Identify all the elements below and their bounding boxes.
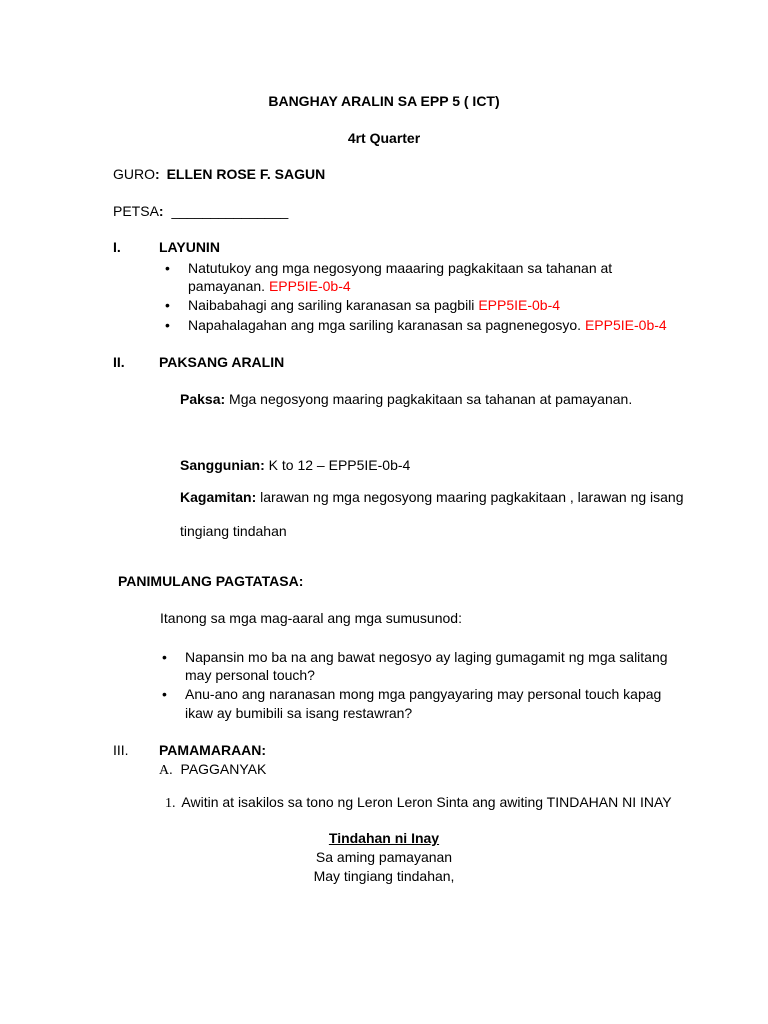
objective-2-text: Naibabahagi ang sariling karanasan sa pagbili bbox=[188, 297, 475, 313]
paksa-row bbox=[180, 390, 632, 408]
section2-heading: PAKSANG ARALIN bbox=[159, 354, 285, 370]
bullet-icon: • bbox=[162, 686, 167, 702]
bullet-icon: • bbox=[162, 649, 167, 665]
section3-heading: PAMAMARAAN: bbox=[159, 742, 267, 758]
date-row bbox=[113, 202, 288, 220]
bullet-icon: • bbox=[165, 297, 170, 313]
section2-numeral: II. bbox=[113, 354, 125, 370]
bullet-icon: • bbox=[165, 317, 170, 333]
objective-3-text: Napahalagahan ang mga sariling karanasan sa pagnenegosyo. bbox=[188, 317, 582, 333]
objective-1-text: pamayanan. bbox=[188, 278, 266, 294]
question-2-line1: Anu-ano ang naranasan mong mga pangyayaring may personal touch kapag bbox=[185, 686, 662, 702]
date-blank: _______________ bbox=[171, 203, 289, 219]
objective-1-line1: Natutukoy ang mga negosyong maaaring pagkakitaan sa tahanan at bbox=[188, 260, 613, 276]
song-title: Tindahan ni Inay bbox=[328, 830, 440, 846]
bullet-icon: • bbox=[165, 260, 170, 276]
section1-numeral: I. bbox=[113, 239, 121, 255]
teacher-row bbox=[113, 165, 325, 183]
pagganyak-letter: A. bbox=[159, 763, 173, 778]
sanggunian-row bbox=[180, 456, 410, 474]
pretest-intro: Itanong sa mga mag-aaral ang mga sumusunod: bbox=[160, 610, 462, 626]
quarter-label: 4rt Quarter bbox=[347, 130, 421, 146]
kagamitan-text-line2: tingiang tindahan bbox=[180, 523, 287, 539]
objective-3-code: EPP5IE-0b-4 bbox=[584, 317, 667, 333]
section3-numeral: III. bbox=[113, 742, 129, 758]
song-line-2: May tingiang tindahan, bbox=[313, 868, 455, 884]
question-1-line1: Napansin mo ba na ang bawat negosyo ay laging gumagamit ng mga salitang bbox=[185, 649, 668, 665]
step-1-text: Awitin at isakilos sa tono ng Leron Leron Sinta ang awiting TINDAHAN NI INAY bbox=[181, 794, 672, 810]
question-2-line2: ikaw ay bumibili sa isang restawran? bbox=[185, 705, 413, 721]
pagganyak-heading: PAGGANYAK bbox=[180, 761, 267, 777]
kagamitan-row bbox=[180, 488, 684, 506]
objective-2-code: EPP5IE-0b-4 bbox=[478, 297, 561, 313]
objective-2 bbox=[188, 296, 560, 314]
question-1-line2: may personal touch? bbox=[185, 667, 315, 683]
objective-1-code: EPP5IE-0b-4 bbox=[268, 278, 351, 294]
teacher-name: ELLEN ROSE F. SAGUN bbox=[166, 166, 326, 182]
section1-heading: LAYUNIN bbox=[159, 239, 220, 255]
objective-1-line2 bbox=[188, 277, 351, 295]
pagganyak-row bbox=[159, 760, 266, 780]
teacher-label: GURO bbox=[113, 166, 155, 182]
document-title: BANGHAY ARALIN SA EPP 5 ( ICT) bbox=[268, 93, 500, 109]
kagamitan-label: Kagamitan: bbox=[180, 489, 257, 505]
sanggunian-text: K to 12 – EPP5IE-0b-4 bbox=[268, 457, 411, 473]
song-line-1: Sa aming pamayanan bbox=[315, 849, 453, 865]
paksa-text: Mga negosyong maaring pagkakitaan sa tahanan at pamayanan. bbox=[229, 391, 633, 407]
step-1-number: 1. bbox=[165, 796, 176, 811]
paksa-label: Paksa: bbox=[180, 391, 226, 407]
teacher-colon: : bbox=[155, 166, 160, 182]
step-1-row bbox=[165, 793, 672, 813]
objective-3 bbox=[188, 316, 667, 334]
pretest-heading: PANIMULANG PAGTATASA: bbox=[118, 573, 304, 589]
date-colon: : bbox=[158, 203, 164, 219]
kagamitan-text: larawan ng mga negosyong maaring pagkakitaan , larawan ng isang bbox=[260, 489, 684, 505]
date-label: PETSA bbox=[113, 203, 159, 219]
sanggunian-label: Sanggunian: bbox=[180, 457, 265, 473]
